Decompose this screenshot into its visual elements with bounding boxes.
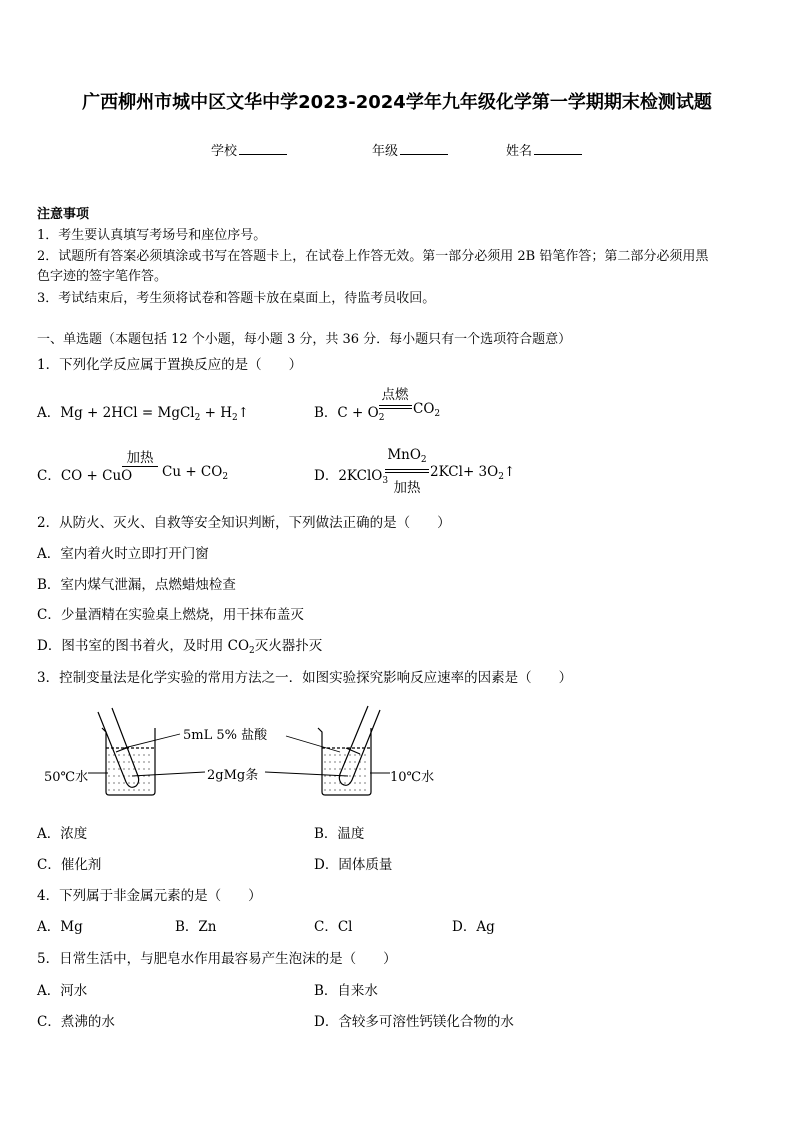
q3-experiment-figure xyxy=(40,700,460,805)
q3-right-water-label: 10℃水 xyxy=(390,770,435,785)
question-3-stem: 3．控制变量法是化学实验的常用方法之一．如图实验探究影响反应速率的因素是（ ） xyxy=(37,670,573,686)
name-field[interactable] xyxy=(506,140,582,159)
q1-c-arrow-line xyxy=(122,466,158,467)
q1-d-equal-top xyxy=(385,469,429,470)
page-title: 广西柳州市城中区文华中学2023-2024学年九年级化学第一学期期末检测试题 xyxy=(82,92,712,113)
q1-d-product: $2KCl+ 3O_2↑$ xyxy=(430,464,516,482)
q2-option-a[interactable]: A．室内着火时立即打开门窗 xyxy=(37,546,209,562)
q1-b-equal-top xyxy=(379,405,412,406)
question-1-stem: 1．下列化学反应属于置换反应的是（ ） xyxy=(37,357,303,373)
q3-option-b[interactable]: B．温度 xyxy=(314,826,365,842)
q2-option-d[interactable]: D．图书室的图书着火，及时用 $CO_2$灭火器扑灭 xyxy=(37,638,323,656)
note-item: 1．考生要认真填写考场号和座位序号。 xyxy=(37,228,267,243)
school-label: 学校 xyxy=(211,144,238,159)
q3-option-c[interactable]: C．催化剂 xyxy=(37,857,102,873)
note-item: 色字迹的签字笔作答。 xyxy=(37,269,168,284)
q1-option-a[interactable]: A．Mg + 2HCl = MgCl$_2$ + $H_2↑$ xyxy=(37,405,250,423)
q4-option-a[interactable]: A．Mg xyxy=(37,919,83,935)
q3-left-water-label: 50℃水 xyxy=(44,770,89,785)
q1-b-condition: 点燃 xyxy=(381,387,409,403)
q1-b-product: $CO_2$ xyxy=(413,401,441,419)
q1-option-c[interactable]: C．CO + CuO xyxy=(37,468,133,484)
note-item: 2．试题所有答案必须填涂或书写在答题卡上，在试卷上作答无效。第一部分必须用 2B 铅笔作答；第二部分必须用黑 xyxy=(37,249,709,264)
question-5-stem: 5．日常生活中，与肥皂水作用最容易产生泡沫的是（ ） xyxy=(37,951,397,967)
q2-option-b[interactable]: B．室内煤气泄漏，点燃蜡烛检查 xyxy=(37,577,236,593)
question-4-stem: 4．下列属于非金属元素的是（ ） xyxy=(37,888,262,904)
q3-mg-label: 2gMg条 xyxy=(207,768,259,783)
q5-option-a[interactable]: A．河水 xyxy=(37,983,88,999)
q1-option-b[interactable]: B．$C + O_2$ xyxy=(314,405,385,423)
q1-b-equal-bottom xyxy=(379,408,412,409)
name-blank[interactable] xyxy=(534,142,582,155)
q3-acid-label: 5mL 5% 盐酸 xyxy=(183,728,268,743)
q1-c-condition: 加热 xyxy=(126,450,154,466)
grade-label: 年级 xyxy=(372,144,399,159)
grade-blank[interactable] xyxy=(400,142,448,155)
grade-field[interactable] xyxy=(372,140,448,159)
school-blank[interactable] xyxy=(239,142,287,155)
q5-option-c[interactable]: C．煮沸的水 xyxy=(37,1014,115,1030)
q2-option-c[interactable]: C．少量酒精在实验桌上燃烧，用干抹布盖灭 xyxy=(37,607,304,623)
note-item: 3．考试结束后，考生须将试卷和答题卡放在桌面上，待监考员收回。 xyxy=(37,291,436,306)
q4-option-d[interactable]: D．Ag xyxy=(452,919,495,935)
q3-option-a[interactable]: A．浓度 xyxy=(37,826,88,842)
q1-c-product: $Cu + CO_2$ xyxy=(162,464,229,482)
section-heading: 一、单选题（本题包括 12 个小题，每小题 3 分，共 36 分．每小题只有一个选项符合题意） xyxy=(37,332,572,347)
q5-option-b[interactable]: B．自来水 xyxy=(314,983,378,999)
question-2-stem: 2．从防火、灭火、自救等安全知识判断，下列做法正确的是（ ） xyxy=(37,515,451,531)
notes-heading: 注意事项 xyxy=(37,207,90,222)
q1-option-d[interactable]: D．2KClO$_3$ xyxy=(314,468,389,486)
q1-d-equal-bottom xyxy=(385,472,429,473)
q5-option-d[interactable]: D．含较多可溶性钙镁化合物的水 xyxy=(314,1014,514,1030)
q4-option-c[interactable]: C．Cl xyxy=(314,919,353,935)
q4-option-b[interactable]: B．Zn xyxy=(175,919,217,935)
q1-d-heat: 加热 xyxy=(393,480,421,496)
name-label: 姓名 xyxy=(506,144,533,159)
school-field[interactable] xyxy=(211,140,287,159)
q1-d-catalyst: MnO$_2$ xyxy=(387,447,427,465)
q3-option-d[interactable]: D．固体质量 xyxy=(314,857,393,873)
